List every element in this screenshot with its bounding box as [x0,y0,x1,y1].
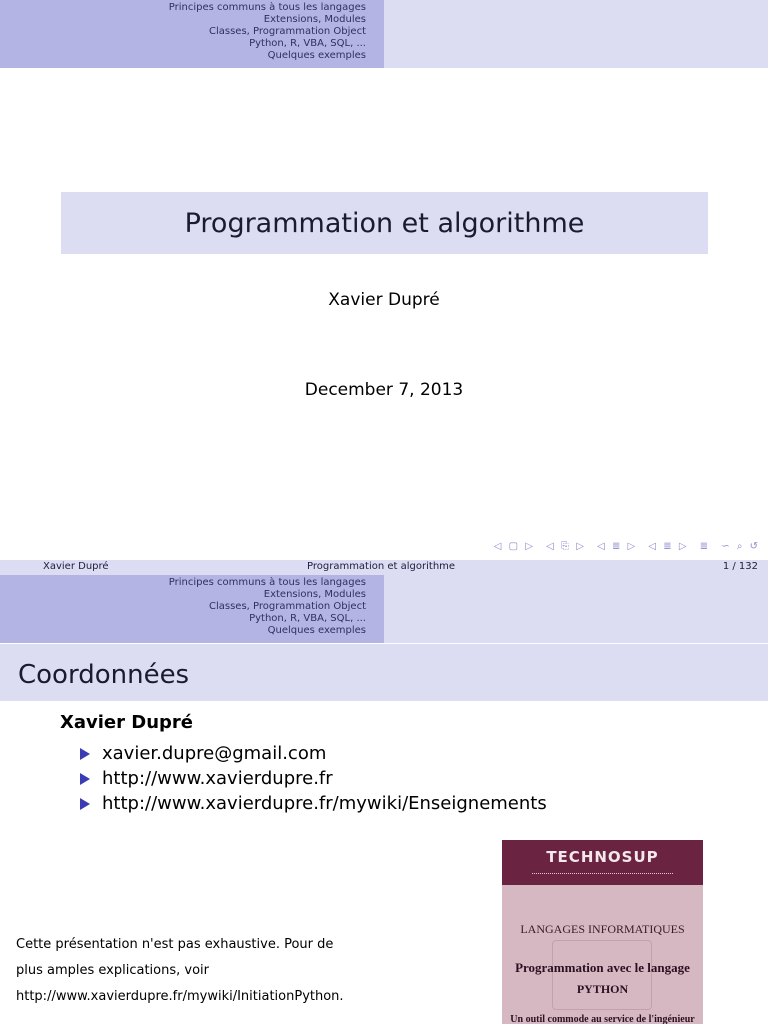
footer-bar [0,560,768,575]
section-link[interactable]: Extensions, Modules [263,14,366,25]
book-series-line [532,873,673,877]
bullet-triangle-icon [80,773,90,785]
section-list [169,577,366,637]
author-name: Xavier Dupré [328,290,440,310]
frame-title: Coordonnées [0,644,768,701]
footer-author: Xavier Dupré [43,561,109,572]
list-item [80,791,547,816]
nav-doc-icon[interactable]: ◁ ≣ ▷ [648,541,689,552]
beamer-nav-symbols [488,541,760,552]
book-language: PYTHON [576,982,629,996]
nav-section-icon[interactable]: ◁ ≣ ▷ [597,541,638,552]
list-item [80,766,547,791]
slide2-section-nav [0,575,384,643]
presentation-title-text: Programmation et algorithme [184,207,585,239]
teaching-link[interactable]: http://www.xavierdupre.fr/mywiki/Enseignements [102,793,547,814]
note-line: Cette présentation n'est pas exhaustive. Pour de [16,937,334,952]
section-link[interactable]: Classes, Programmation Object [209,601,366,612]
section-link[interactable]: Principes communs à tous les langages [168,2,366,13]
slide2-header [0,575,768,643]
presentation-title [61,192,708,254]
bullet-triangle-icon [80,798,90,810]
contact-list [80,741,547,816]
bullet-triangle-icon [80,748,90,760]
contact-name: Xavier Dupré [60,712,194,733]
book-tagline: Un outil commode au service de l'ingénieur [510,1014,695,1024]
section-link[interactable]: Extensions, Modules [263,589,366,600]
nav-subsection-icon[interactable]: ◁ ⎘ ▷ [546,541,586,552]
nav-search-icon[interactable]: ∽ ⌕ ↺ [721,541,760,552]
note-line: plus amples explications, voir [16,963,210,978]
book-category: LANGAGES INFORMATIQUES [520,922,685,936]
footer-title: Programmation et algorithme [307,561,456,572]
section-link[interactable]: Python, R, VBA, SQL, ... [249,613,366,624]
book-cover-image [502,840,703,1024]
nav-toc-icon[interactable]: ≣ [699,541,711,552]
section-link[interactable]: Python, R, VBA, SQL, ... [249,38,366,49]
email-link[interactable]: xavier.dupre@gmail.com [102,743,327,764]
section-list [169,2,366,62]
book-title: Programmation avec le langage [515,960,690,975]
section-link[interactable]: Quelques exemples [267,625,366,636]
note-link[interactable]: http://www.xavierdupre.fr/mywiki/InitiationPython. [16,989,344,1004]
section-link[interactable]: Classes, Programmation Object [209,26,366,37]
note-paragraph [16,932,396,1010]
website-link[interactable]: http://www.xavierdupre.fr [102,768,333,789]
footer-page-number: 1 / 132 [722,561,758,572]
list-item [80,741,547,766]
slide1-header [0,0,768,68]
book-brand: TECHNOSUP [546,848,659,866]
nav-frame-icon[interactable]: ◁ ▢ ▷ [493,541,535,552]
section-link[interactable]: Quelques exemples [267,50,366,61]
presentation-date: December 7, 2013 [304,380,464,400]
slide1-section-nav [0,0,384,68]
section-link[interactable]: Principes communs à tous les langages [168,577,366,588]
